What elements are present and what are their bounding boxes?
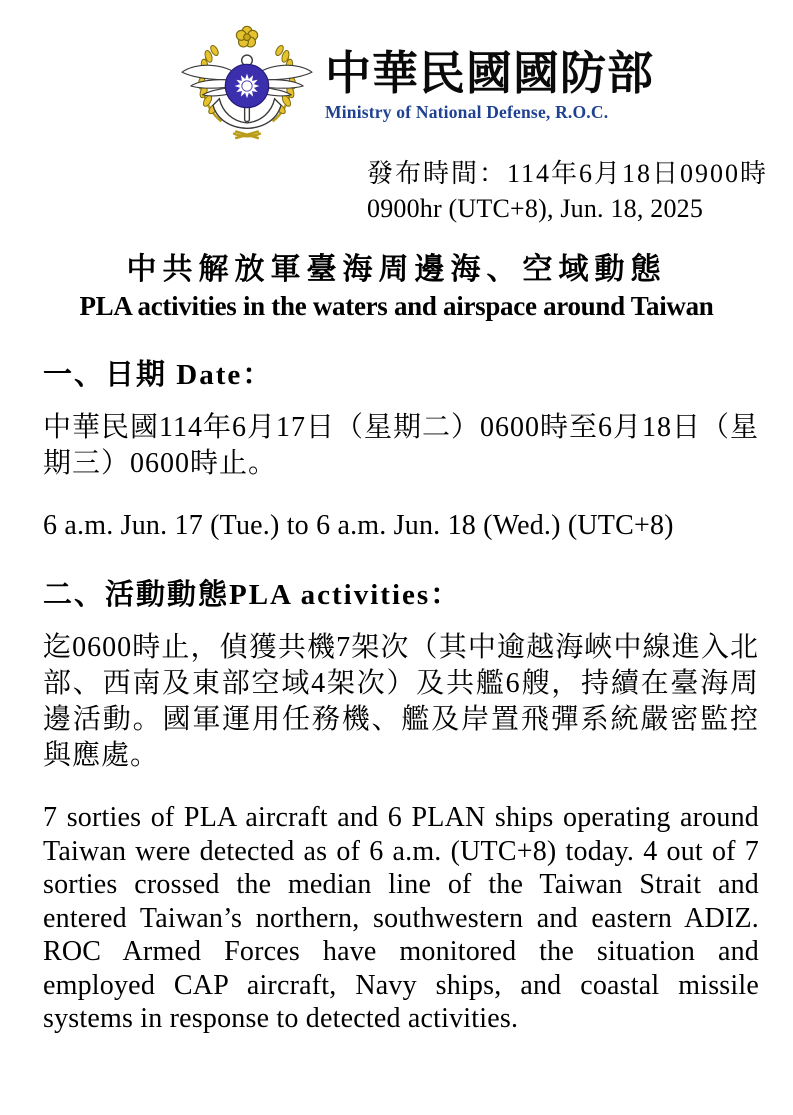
section-1-paragraph-chinese: 中華民國114年6月17日（星期二）0600時至6月18日（星期三）0600時止。: [43, 412, 759, 479]
section-1-paragraph-english: 6 a.m. Jun. 17 (Tue.) to 6 a.m. Jun. 18 (Wed.) (UTC+8): [43, 510, 674, 541]
sun-disc-icon: [225, 64, 268, 107]
org-name-chinese: 中華民國國防部: [325, 48, 654, 99]
section-1-heading: 一、日期 Date：: [43, 359, 274, 391]
section-2-paragraph-english: 7 sorties of PLA aircraft and 6 PLAN ships operating around Taiwan were detected as of 6 a.m. (UTC+8) today. 4 out of 7 sorties crossed the median line of the Taiwan Strait and entered Taiwan’s northern, southwestern and eastern ADIZ. ROC Armed Forces have monitored the situation and employed CAP aircraft, Navy ships, and coastal missile systems in response to detected activities.: [43, 802, 759, 1034]
document-title: [0, 251, 793, 323]
org-wordmark: [325, 48, 655, 123]
document-title-chinese: 中共解放軍臺海周邊海、空域動態: [126, 253, 667, 286]
stem-tie-icon: [233, 131, 261, 138]
release-time-english: 0900hr (UTC+8), Jun. 18, 2025: [367, 194, 704, 223]
release-time-chinese: 發布時間：114年6月18日0900時: [367, 159, 769, 188]
release-time-block: [367, 156, 768, 226]
document-title-english: PLA activities in the waters and airspace around Taiwan: [79, 291, 714, 321]
plum-blossom-icon: [236, 26, 257, 47]
mnd-emblem-icon: [178, 22, 316, 146]
section-2-heading: 二、活動動態PLA activities：: [43, 579, 462, 611]
section-2-paragraph-chinese: 迄0600時止，偵獲共機7架次（其中逾越海峽中線進入北部、西南及東部空域4架次）及共艦6艘，持續在臺海周邊活動。國軍運用任務機、艦及岸置飛彈系統嚴密監控與應處。: [43, 632, 759, 771]
org-name-english: Ministry of National Defense, R.O.C.: [325, 102, 609, 122]
